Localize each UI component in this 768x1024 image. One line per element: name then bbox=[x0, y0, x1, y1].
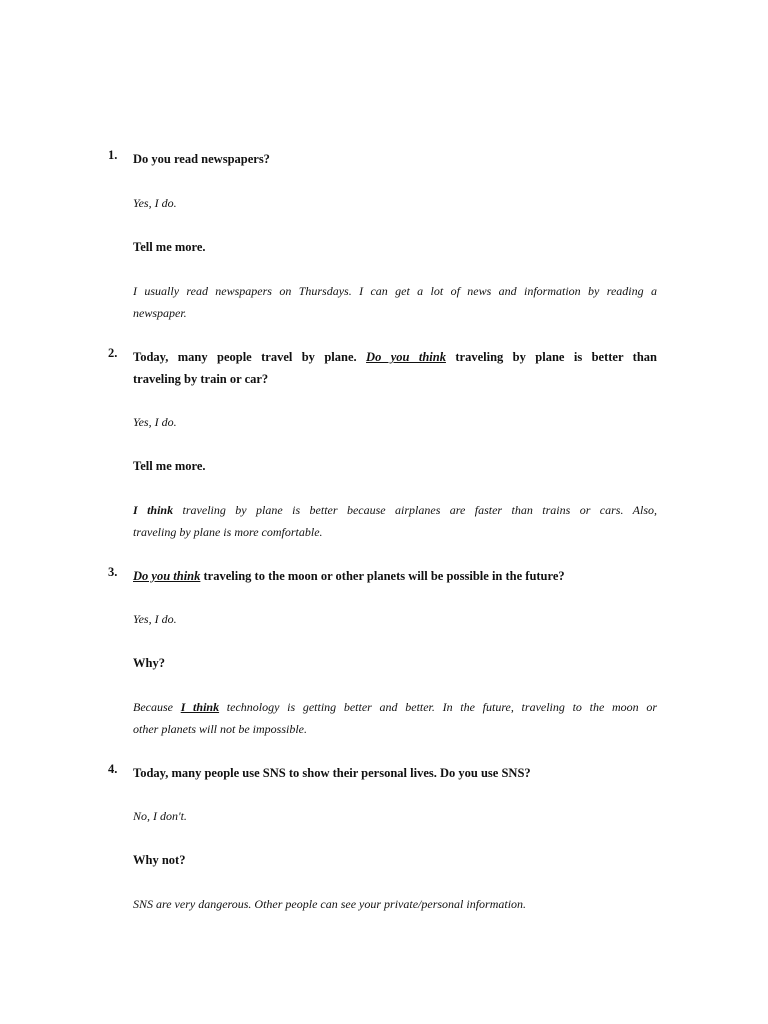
answer-detail-line: newspaper. bbox=[133, 306, 187, 320]
follow-up-prompt: Why? bbox=[133, 656, 165, 670]
answer-detail-line bbox=[133, 696, 657, 718]
emphasis-phrase: Do you think bbox=[366, 350, 446, 364]
answer-text: technology is getting better and better. In the future, traveling to the moon or bbox=[226, 700, 658, 714]
emphasis-phrase: Do you think bbox=[133, 569, 201, 583]
answer-text: Because bbox=[133, 700, 173, 714]
item-number: 4. bbox=[108, 762, 118, 776]
answer-detail-line: SNS are very dangerous. Other people can see your private/personal information. bbox=[133, 897, 527, 911]
item-number: 2. bbox=[108, 346, 118, 360]
answer-text: traveling by plane is better because airplanes are faster than trains or cars. Also, bbox=[182, 503, 658, 517]
answer: Yes, I do. bbox=[133, 196, 177, 210]
answer-detail-line: other planets will not be impossible. bbox=[133, 722, 307, 736]
question-line bbox=[133, 565, 657, 587]
follow-up-prompt: Tell me more. bbox=[133, 240, 206, 254]
follow-up-prompt: Why not? bbox=[133, 853, 186, 867]
answer-detail-line: traveling by plane is more comfortable. bbox=[133, 525, 323, 539]
answer-detail-line: I usually read newspapers on Thursdays. I can get a lot of news and information by reading a bbox=[133, 284, 657, 298]
answer: Yes, I do. bbox=[133, 415, 177, 429]
item-number: 1. bbox=[108, 148, 118, 162]
question: Do you read newspapers? bbox=[133, 152, 270, 166]
item-number: 3. bbox=[108, 565, 118, 579]
question-line bbox=[133, 346, 657, 368]
question: Today, many people use SNS to show their personal lives. Do you use SNS? bbox=[133, 766, 531, 780]
emphasis-phrase: I think bbox=[133, 503, 174, 517]
answer: Yes, I do. bbox=[133, 612, 177, 626]
question-text: traveling by plane is better than bbox=[455, 350, 657, 364]
question-text: traveling to the moon or other planets will be possible in the future? bbox=[203, 569, 565, 583]
answer: No, I don't. bbox=[133, 809, 187, 823]
emphasis-phrase: I think bbox=[180, 700, 220, 714]
question-line: traveling by train or car? bbox=[133, 372, 269, 386]
answer-detail-line bbox=[133, 499, 657, 521]
question-text: Today, many people travel by plane. bbox=[133, 350, 357, 364]
follow-up-prompt: Tell me more. bbox=[133, 459, 206, 473]
